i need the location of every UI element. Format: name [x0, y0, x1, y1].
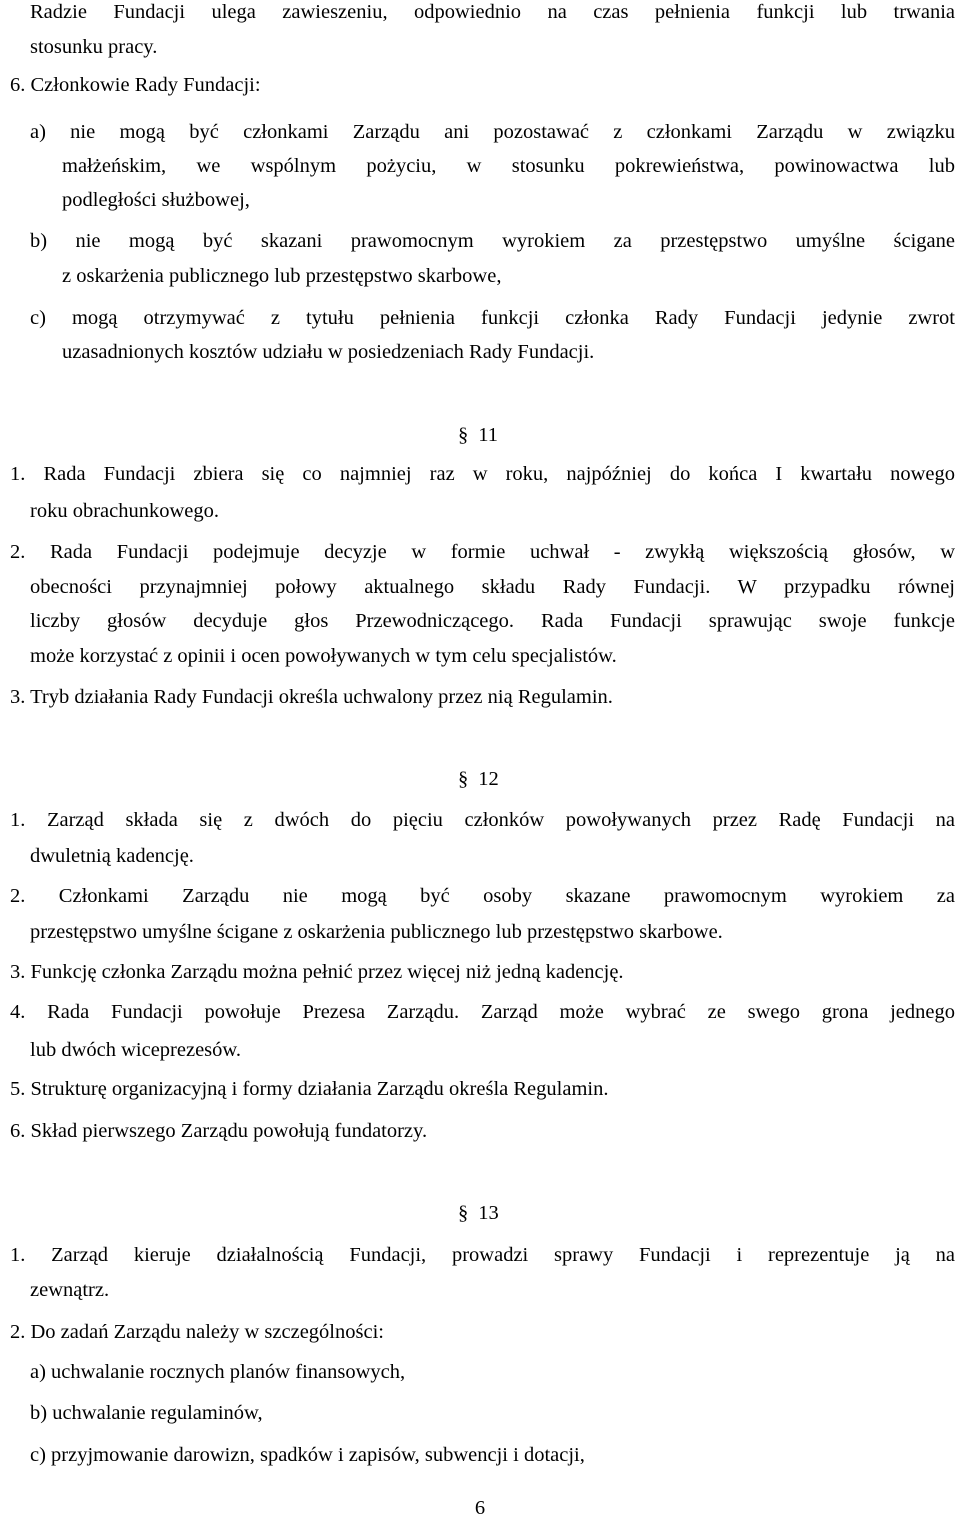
paragraph-line: obecności przynajmniej połowy aktualnego składu Rady Fundacji. W przypadku równej — [30, 576, 955, 598]
list-item: b) uchwalanie regulaminów, — [30, 1402, 263, 1424]
paragraph-line: 1. Zarząd składa się z dwóch do pięciu członków powoływanych przez Radę Fundacji na — [10, 809, 955, 831]
paragraph-line: zewnątrz. — [30, 1279, 110, 1301]
section-sign: § — [458, 768, 469, 790]
paragraph-line: 2. Rada Fundacji podejmuje decyzje w formie uchwał - zwykłą większością głosów, w — [10, 541, 955, 563]
paragraph-line: 1. Rada Fundacji zbiera się co najmniej raz w roku, najpóźniej do końca I kwartału nowego — [10, 463, 955, 485]
section-heading — [458, 767, 499, 791]
paragraph-line: może korzystać z opinii i ocen powoływanych w tym celu specjalistów. — [30, 645, 617, 667]
paragraph-line: 5. Strukturę organizacyjną i formy działania Zarządu określa Regulamin. — [10, 1078, 609, 1100]
paragraph-line: liczby głosów decyduje głos Przewodniczącego. Rada Fundacji sprawując swoje funkcje — [30, 610, 955, 632]
list-item-continuation: z oskarżenia publicznego lub przestępstwo skarbowe, — [62, 265, 502, 287]
list-item: b) nie mogą być skazani prawomocnym wyrokiem za przestępstwo umyślne ścigane — [30, 230, 955, 252]
section-sign: § — [458, 1202, 469, 1224]
paragraph-line: 3. Funkcję członka Zarządu można pełnić przez więcej niż jedną kadencję. — [10, 961, 624, 983]
paragraph-line: 4. Rada Fundacji powołuje Prezesa Zarządu. Zarząd może wybrać ze swego grona jednego — [10, 1001, 955, 1023]
paragraph-line: roku obrachunkowego. — [30, 500, 220, 522]
list-item-continuation: małżeńskim, we wspólnym pożyciu, w stosunku pokrewieństwa, powinowactwa lub — [62, 155, 955, 177]
paragraph-line: 2. Do zadań Zarządu należy w szczególności: — [10, 1321, 384, 1343]
list-item: a) nie mogą być członkami Zarządu ani pozostawać z członkami Zarządu w związku — [30, 121, 955, 143]
paragraph-line: 2. Członkami Zarządu nie mogą być osoby skazane prawomocnym wyrokiem za — [10, 885, 955, 907]
section-number: 13 — [478, 1202, 499, 1224]
section-number: 11 — [478, 424, 498, 446]
list-item: c) przyjmowanie darowizn, spadków i zapisów, subwencji i dotacji, — [30, 1444, 585, 1466]
paragraph-line: 6. Członkowie Rady Fundacji: — [10, 74, 261, 96]
paragraph-line: lub dwóch wiceprezesów. — [30, 1039, 241, 1061]
list-item-continuation: uzasadnionych kosztów udziału w posiedzeniach Rady Fundacji. — [62, 341, 595, 363]
paragraph-line: 6. Skład pierwszego Zarządu powołują fundatorzy. — [10, 1120, 428, 1142]
section-heading — [458, 1201, 499, 1225]
list-item: a) uchwalanie rocznych planów finansowych, — [30, 1361, 406, 1383]
list-item: c) mogą otrzymywać z tytułu pełnienia funkcji członka Rady Fundacji jedynie zwrot — [30, 307, 955, 329]
section-heading — [458, 423, 498, 447]
paragraph-line: dwuletnią kadencję. — [30, 845, 194, 867]
paragraph-line: 1. Zarząd kieruje działalnością Fundacji, prowadzi sprawy Fundacji i reprezentuje ją na — [10, 1244, 955, 1266]
paragraph-line: przestępstwo umyślne ścigane z oskarżenia publicznego lub przestępstwo skarbowe. — [30, 921, 723, 943]
page-number: 6 — [474, 1497, 486, 1519]
paragraph-line: Radzie Fundacji ulega zawieszeniu, odpowiednio na czas pełnienia funkcji lub trwania — [30, 1, 955, 23]
paragraph-line: stosunku pracy. — [30, 36, 158, 58]
section-sign: § — [458, 424, 469, 446]
section-number: 12 — [478, 768, 499, 790]
paragraph-line: 3. Tryb działania Rady Fundacji określa uchwalony przez nią Regulamin. — [10, 686, 613, 708]
list-item-continuation: podległości służbowej, — [62, 189, 250, 211]
